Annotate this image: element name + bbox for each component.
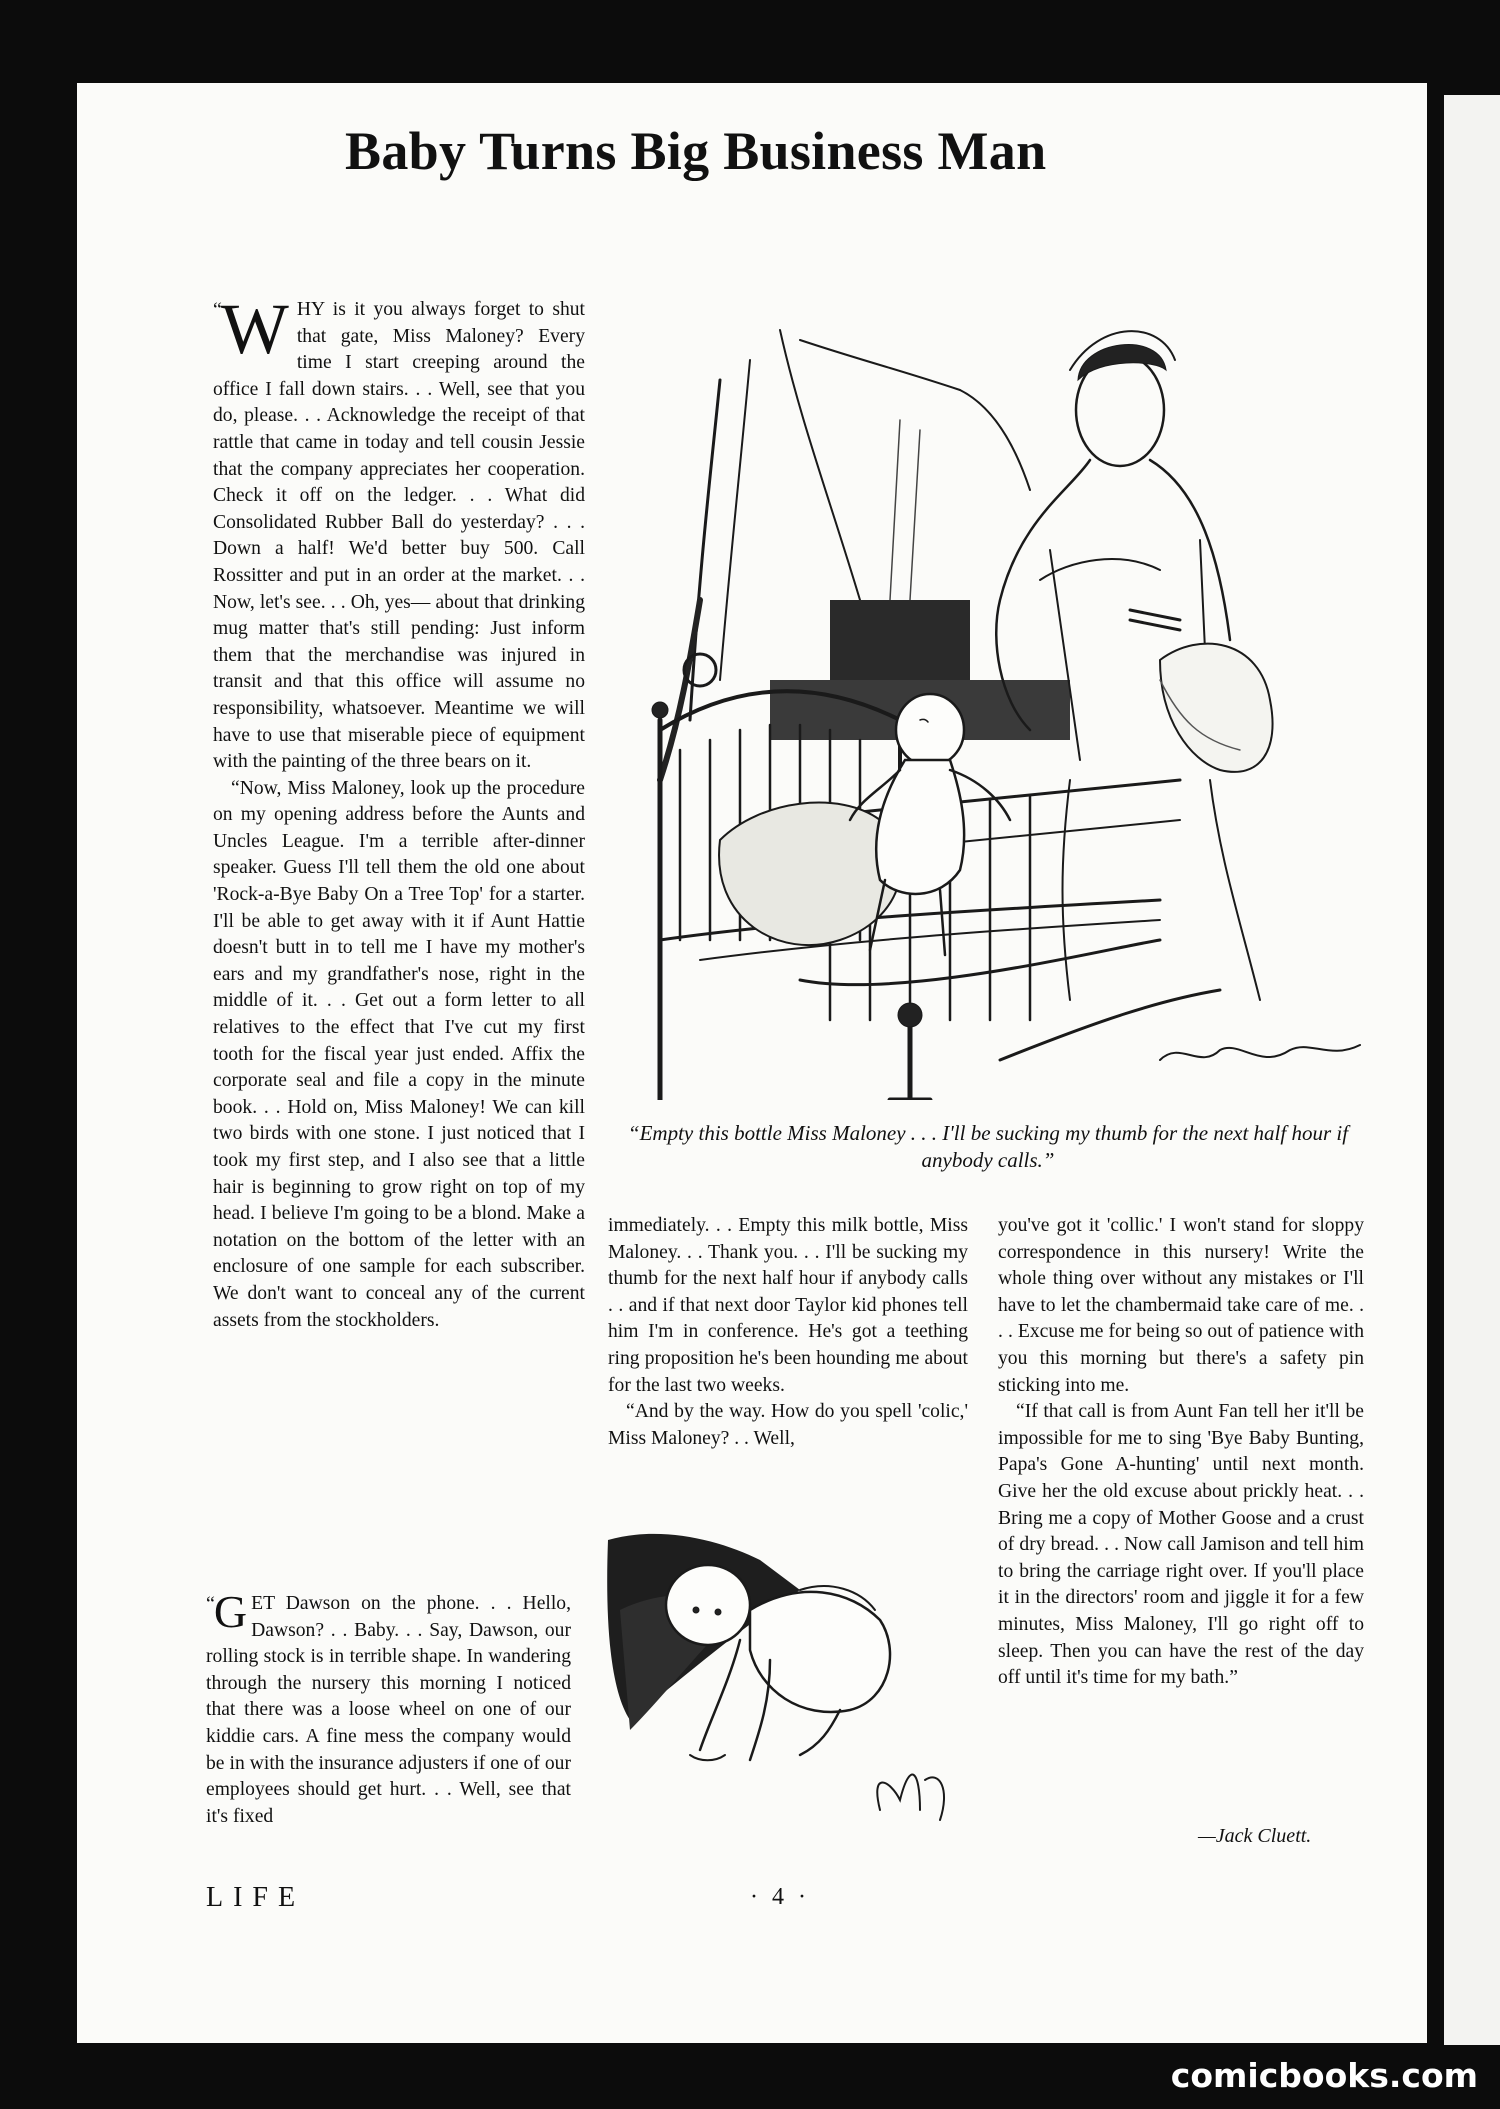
open-quote: “ (206, 1593, 215, 1615)
paragraph-6: you've got it 'collic.' I won't stand for sloppy correspondence in this nursery! Write the whole thing over without any mistakes or I'll have to let the chambermaid take care of me. . . . Excuse me for being so out of patience with you this morning but there's a safety pin sticking into me. (998, 1215, 1364, 1396)
paragraph-1-text: HY is it you always forget to shut that gate, Miss Maloney? Every time I start creeping around the office I fall down stairs. . . Well, see that you do, please. . . Acknowledge the receipt of that rattle that came in today and tell cousin Jessie that the company appreciates her cooperation. Check it off on the ledger. . . What did Consolidated Rubber Ball do yesterday? . . . Down a half! We'd better buy 500. Call Rossitter and put in an order at the market. . . Now, let's see. . . Oh, yes— about that drinking mug matter that's still pending: Just inform them that the merchandise was injured in transit and that this office will assume no responsibility, whatsoever. Meantime we will have to use that miserable piece of equipment with the painting of the three bears on it. (213, 299, 585, 773)
magazine-name: LIFE (206, 1882, 306, 1913)
watermark: comicbooks.com (1170, 2056, 1478, 2095)
paragraph-2: “Now, Miss Maloney, look up the procedure on my opening address before the Aunts and Uncles League. I'm a terrible after-dinner speaker. Guess I'll tell them the old one about 'Rock-a-Bye Baby On a Tree Top' for a starter. I'll be able to get away with it if Aunt Hattie doesn't butt in to tell me I have my mother's ears and my grandfather's nose, right in the middle of it. . . Get out a form letter to all relatives to the effect that I've cut my first tooth for the fiscal year just ended. Affix the corporate seal and file a copy in the minute book. . . Hold on, Miss Maloney! We can kill two birds with one stone. I just noticed that I took my first step, and I also see that a little hair is beginning to grow right on top of my head. I believe I'm going to be a blond. Make a notation on the bottom of the letter with an enclosure of one sample for each subscriber. We don't want to conceal any of the current assets from the stockholders. (213, 777, 585, 1331)
article-column-1-section-2 (206, 1586, 571, 1830)
open-quote: “ (213, 299, 222, 321)
paragraph-3 (206, 1586, 571, 1830)
facing-page-edge (1444, 95, 1500, 2045)
drop-cap: G (213, 1586, 248, 1637)
paragraph-3-text: ET Dawson on the phone. . . Hello, Dawson? . . Baby. . . Say, Dawson, our rolling stock is in terrible shape. In wandering through the nursery this morning I noticed that there was a loose wheel on one of our kiddie cars. A fine mess the company would be in with the insurance adjusters if one of our employees should get hurt. . . Well, see that it's fixed (206, 1593, 571, 1827)
illustration-caption: “Empty this bottle Miss Maloney . . . I'll be sucking my thumb for the next half hour if anybody calls.” (627, 1121, 1349, 1172)
paragraph-7: “If that call is from Aunt Fan tell her it'll be impossible for me to sing 'Bye Baby Bunting, Papa's Gone A-hunting' until next month. Give her the old excuse about prickly heat. . . Bring me a copy of Mother Goose and a crust of dry bread. . . Now call Jamison and tell him to bring the carriage right over. If you'll place it in the directors' room and jiggle it for a few minutes, Miss Maloney, I'll go right off to sleep. Then you can have the rest of the day off until it's time for my bath.” (998, 1401, 1364, 1689)
page-number: · 4 · (750, 1884, 810, 1910)
article-title: Baby Turns Big Business Man (345, 121, 1047, 181)
article-column-1 (213, 289, 585, 1334)
crawling-baby-illustration (600, 1530, 960, 1840)
crib-illustration (600, 300, 1380, 1100)
paragraph-4: immediately. . . Empty this milk bottle, Miss Maloney. . . Thank you. . . I'll be sucking my thumb for the next half hour if anybody calls . . and if that next door Taylor kid phones tell him I'm in conference. He's got a teething ring proposition he's been hounding me about for the last two weeks. (608, 1215, 968, 1396)
author-byline: —Jack Cluett. (1198, 1825, 1312, 1847)
article-column-2 (608, 1213, 968, 1452)
article-column-3 (998, 1213, 1364, 1692)
paragraph-5: “And by the way. How do you spell 'colic,' Miss Maloney? . . Well, (608, 1401, 968, 1449)
paragraph-1 (213, 289, 585, 776)
drop-cap: W (220, 289, 289, 369)
